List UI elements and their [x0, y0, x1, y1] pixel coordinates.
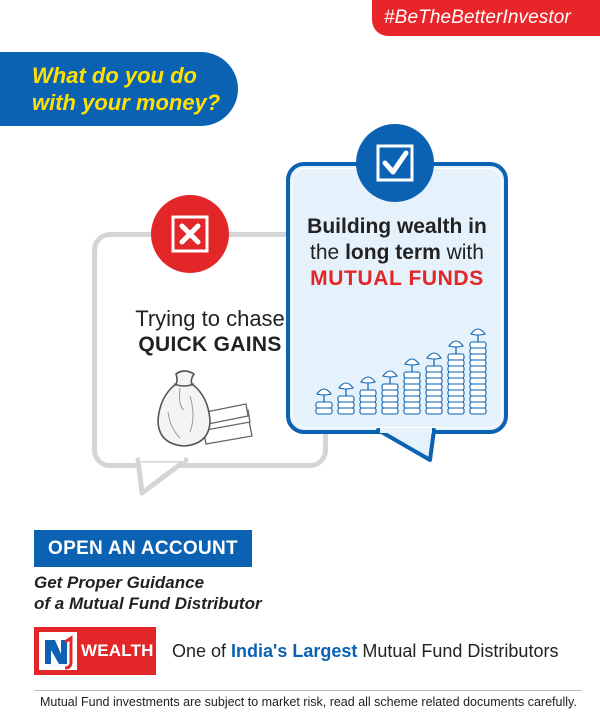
- coin: [470, 384, 486, 390]
- coin: [470, 372, 486, 378]
- coin: [360, 408, 376, 414]
- sprout-leaf: [339, 383, 353, 389]
- question-line-2: with your money?: [32, 90, 221, 115]
- coin: [470, 366, 486, 372]
- coin: [470, 342, 486, 348]
- coin: [448, 384, 464, 390]
- nj-wealth-logo[interactable]: [34, 627, 156, 675]
- coin: [338, 402, 354, 408]
- coin: [404, 378, 420, 384]
- coin: [426, 402, 442, 408]
- sprout-leaf: [427, 353, 441, 359]
- mutual-funds-line-1: Building wealth in: [307, 215, 487, 238]
- coin: [382, 384, 398, 390]
- coin: [360, 390, 376, 396]
- cross-box-icon: [170, 214, 210, 254]
- coin: [404, 402, 420, 408]
- coin: [404, 396, 420, 402]
- guidance-text: [34, 572, 262, 614]
- coin: [426, 390, 442, 396]
- coin: [382, 408, 398, 414]
- coin: [448, 402, 464, 408]
- coin: [426, 372, 442, 378]
- mutual-funds-line-2a: the: [310, 241, 346, 264]
- check-box-icon: [375, 143, 415, 183]
- guidance-line-2: of a Mutual Fund Distributor: [34, 594, 262, 613]
- mutual-funds-line-2c: with: [440, 241, 484, 264]
- sprout-leaf: [449, 341, 463, 347]
- coin: [426, 366, 442, 372]
- coin: [470, 402, 486, 408]
- mutual-funds-text: [290, 214, 504, 292]
- coin: [338, 408, 354, 414]
- coin: [360, 396, 376, 402]
- disclaimer-divider: [34, 690, 582, 691]
- cross-badge: [151, 195, 229, 273]
- sprout-leaf: [405, 359, 419, 365]
- coin: [404, 372, 420, 378]
- coin: [448, 390, 464, 396]
- quick-gains-line-2: QUICK GAINS: [138, 333, 282, 356]
- mutual-funds-bubble-tail: [372, 428, 442, 464]
- hashtag-banner: #BeTheBetterInvestor: [372, 0, 600, 36]
- coin: [448, 396, 464, 402]
- coin: [404, 408, 420, 414]
- coin: [470, 354, 486, 360]
- sprout-leaf: [383, 371, 397, 377]
- mutual-funds-highlight: MUTUAL FUNDS: [310, 267, 484, 290]
- coin: [448, 366, 464, 372]
- check-badge: [356, 124, 434, 202]
- coin: [448, 408, 464, 414]
- coin: [448, 360, 464, 366]
- coin: [316, 402, 332, 408]
- quick-gains-bubble-tail: [130, 455, 190, 497]
- disclaimer-text: Mutual Fund investments are subject to market risk, read all scheme related documents carefully.: [40, 695, 577, 709]
- coin: [382, 390, 398, 396]
- coin: [382, 396, 398, 402]
- guidance-line-1: Get Proper Guidance: [34, 573, 205, 592]
- coin: [448, 372, 464, 378]
- coin: [426, 384, 442, 390]
- growing-coin-stacks-icon: [312, 310, 488, 420]
- tagline-post: Mutual Fund Distributors: [357, 641, 559, 661]
- coin: [426, 396, 442, 402]
- coin: [426, 408, 442, 414]
- coin: [338, 396, 354, 402]
- logo-wordmark: WEALTH: [81, 641, 154, 660]
- question-banner: [0, 52, 238, 126]
- distributor-tagline: [172, 640, 558, 662]
- question-line-1: What do you do: [32, 63, 197, 88]
- coin: [448, 378, 464, 384]
- sprout-leaf: [471, 329, 485, 335]
- nj-logo-mark-icon: [39, 632, 77, 670]
- coin: [470, 378, 486, 384]
- coin: [470, 408, 486, 414]
- coin: [470, 390, 486, 396]
- coin: [316, 408, 332, 414]
- coin: [360, 402, 376, 408]
- coin: [404, 390, 420, 396]
- coin: [448, 354, 464, 360]
- coin: [426, 378, 442, 384]
- mutual-funds-line-2b: long term: [345, 241, 441, 264]
- coin: [470, 348, 486, 354]
- coin: [382, 402, 398, 408]
- tagline-highlight: India's Largest: [231, 641, 358, 661]
- coin: [470, 396, 486, 402]
- money-bag-icon: [150, 366, 254, 452]
- coin: [470, 360, 486, 366]
- sprout-leaf: [317, 389, 331, 395]
- coin: [404, 384, 420, 390]
- quick-gains-line-1: Trying to chase: [135, 306, 285, 331]
- open-account-button[interactable]: OPEN AN ACCOUNT: [34, 530, 252, 567]
- sprout-leaf: [361, 377, 375, 383]
- tagline-pre: One of: [172, 641, 232, 661]
